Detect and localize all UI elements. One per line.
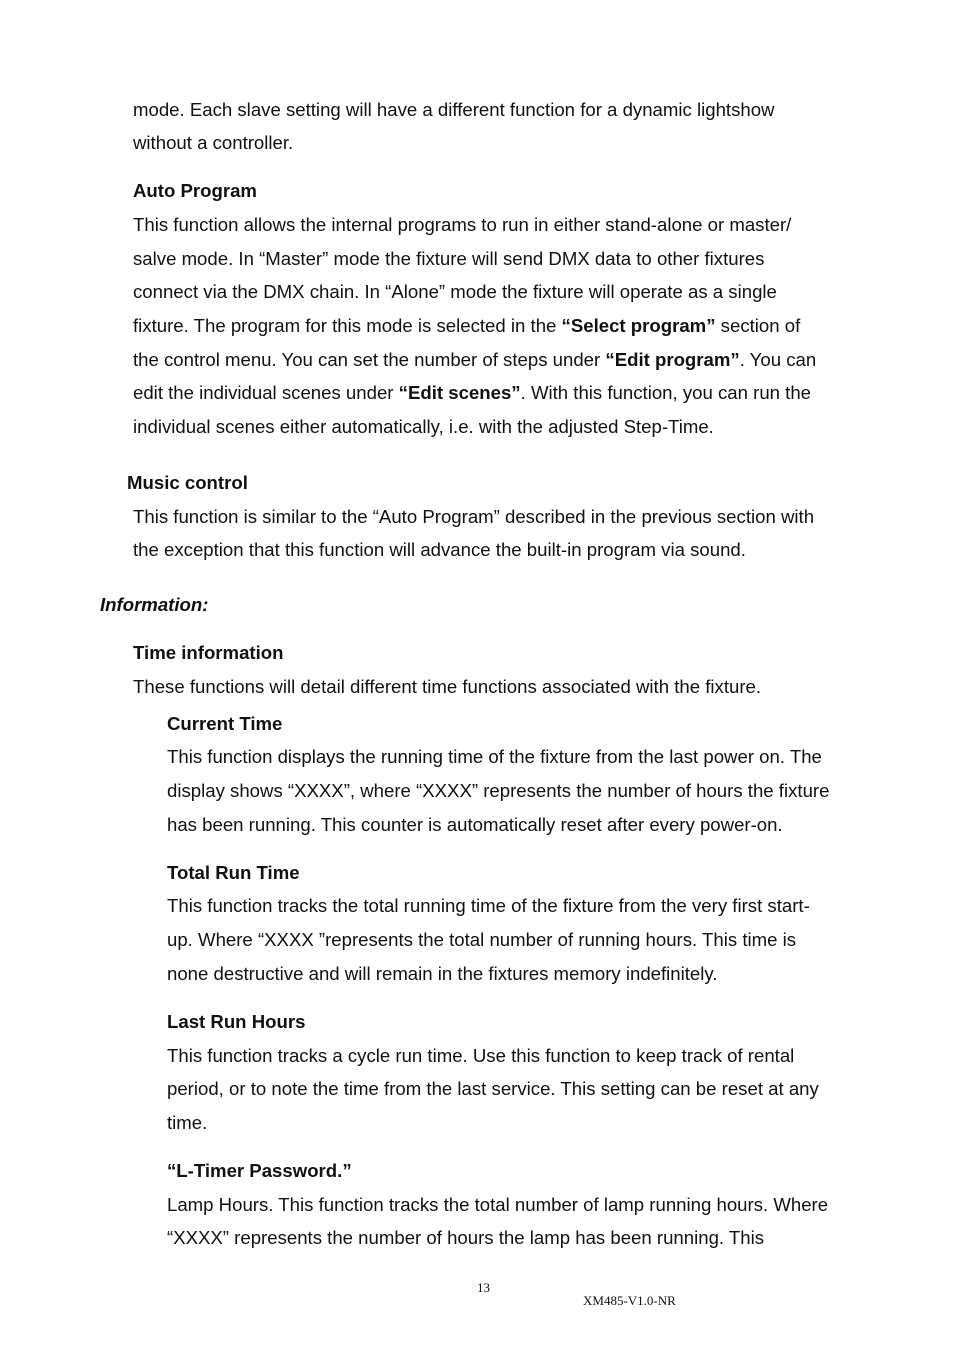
select-program-term: “Select program” xyxy=(561,315,716,336)
auto-program-line-4-text: fixture. The program for this mode is selected in the xyxy=(133,315,562,336)
last-run-hours-line-2: period, or to note the time from the last service. This setting can be reset at any xyxy=(167,1078,819,1099)
last-run-hours-heading: Last Run Hours xyxy=(167,1011,306,1032)
document-code: XM485-V1.0-NR xyxy=(583,1293,676,1308)
page-number: 13 xyxy=(477,1280,490,1295)
intro-line-2: without a controller. xyxy=(133,132,294,153)
total-run-time-line-2: up. Where “XXXX ”represents the total number of running hours. This time is xyxy=(167,929,797,950)
auto-program-line-5-text: the control menu. You can set the number of steps under xyxy=(133,349,606,370)
auto-program-line-3: connect via the DMX chain. In “Alone” mode the fixture will operate as a single xyxy=(133,281,777,302)
auto-program-line-4-end: section of xyxy=(715,315,801,336)
auto-program-line-6 xyxy=(133,382,811,404)
edit-scenes-term: “Edit scenes” xyxy=(398,382,521,403)
music-control-line-2: the exception that this function will advance the built-in program via sound. xyxy=(133,539,746,560)
music-control-heading: Music control xyxy=(127,472,248,493)
music-control-line-1: This function is similar to the “Auto Program” described in the previous section with xyxy=(133,506,815,527)
current-time-line-1: This function displays the running time of the fixture from the last power on. The xyxy=(167,746,822,767)
total-run-time-line-3: none destructive and will remain in the fixtures memory indefinitely. xyxy=(167,963,718,984)
auto-program-line-5-end: . You can xyxy=(739,349,817,370)
auto-program-line-5 xyxy=(133,349,816,371)
auto-program-line-7: individual scenes either automatically, i.e. with the adjusted Step-Time. xyxy=(133,416,714,437)
total-run-time-line-1: This function tracks the total running time of the fixture from the very first start- xyxy=(167,895,810,916)
last-run-hours-line-1: This function tracks a cycle run time. Use this function to keep track of rental xyxy=(167,1045,795,1066)
current-time-heading: Current Time xyxy=(167,713,283,734)
time-information-heading: Time information xyxy=(133,642,284,663)
auto-program-line-6-text: edit the individual scenes under xyxy=(133,382,399,403)
auto-program-line-1: This function allows the internal programs to run in either stand-alone or master/ xyxy=(133,214,792,235)
intro-line-1: mode. Each slave setting will have a different function for a dynamic lightshow xyxy=(133,99,775,120)
auto-program-line-4 xyxy=(133,315,800,337)
last-run-hours-line-3: time. xyxy=(167,1112,208,1133)
auto-program-line-6-end: . With this function, you can run the xyxy=(520,382,812,403)
l-timer-password-line-1: Lamp Hours. This function tracks the total number of lamp running hours. Where xyxy=(167,1194,829,1215)
current-time-line-2: display shows “XXXX”, where “XXXX” represents the number of hours the fixture xyxy=(167,780,830,801)
auto-program-line-2: salve mode. In “Master” mode the fixture will send DMX data to other fixtures xyxy=(133,248,765,269)
edit-program-term: “Edit program” xyxy=(605,349,740,370)
auto-program-heading: Auto Program xyxy=(133,180,257,201)
current-time-line-3: has been running. This counter is automatically reset after every power-on. xyxy=(167,814,783,835)
time-information-line-1: These functions will detail different time functions associated with the fixture. xyxy=(133,676,762,697)
l-timer-password-heading: “L-Timer Password.” xyxy=(167,1160,352,1181)
l-timer-password-line-2: “XXXX” represents the number of hours the lamp has been running. This xyxy=(167,1227,765,1248)
information-heading: Information: xyxy=(100,594,209,615)
total-run-time-heading: Total Run Time xyxy=(167,862,300,883)
